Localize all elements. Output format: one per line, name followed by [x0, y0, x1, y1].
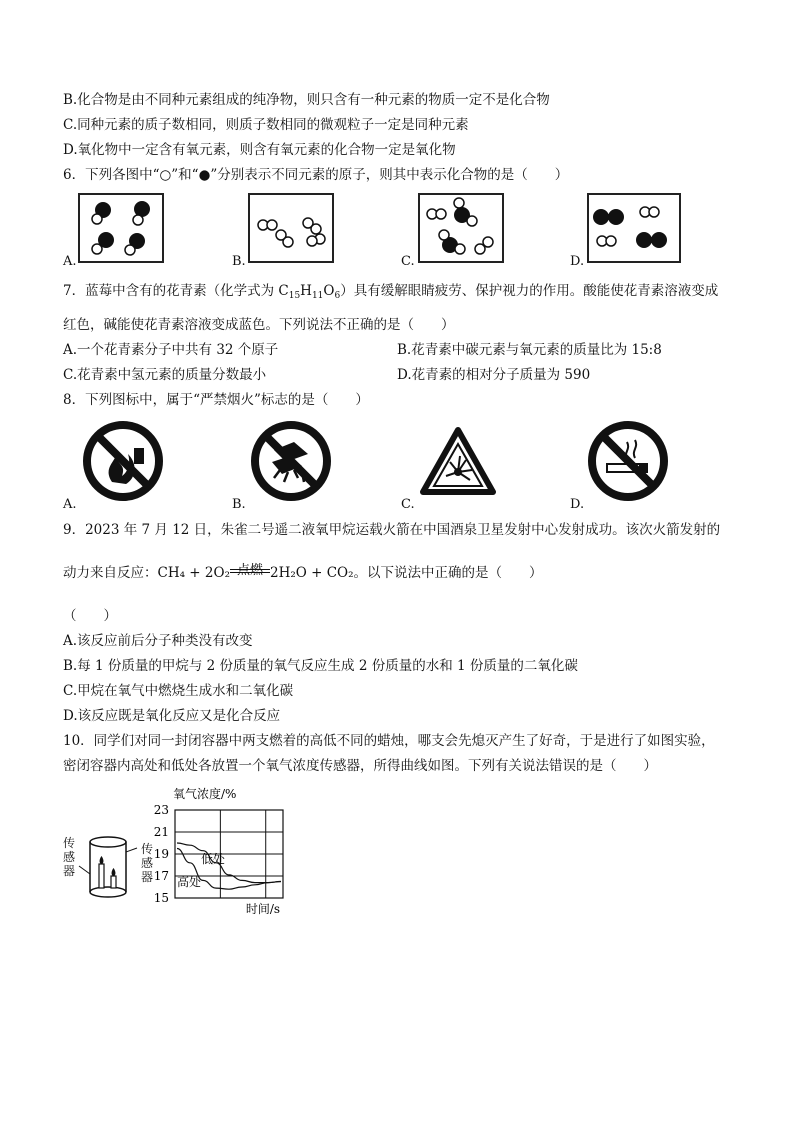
q9-option-a: A.该反应前后分子种类没有改变: [63, 633, 253, 649]
chart-ytick-label: 23: [153, 803, 169, 817]
question-8: 8．下列图标中，属于“严禁烟火”标志的是（ ）: [63, 392, 369, 408]
chart-series-label: 低处: [201, 851, 226, 866]
q6-option-d-box: [587, 193, 681, 263]
sensor-label-right: 传感器: [141, 842, 154, 884]
q8-label-b: B.: [232, 497, 246, 512]
explosive-warning-sign-c: [420, 426, 496, 496]
q7-option-a: A.一个花青素分子中共有 32 个原子: [63, 342, 279, 358]
question-7-line2: 红色，碱能使花青素溶液变成蓝色。下列说法不正确的是（ ）: [63, 317, 455, 333]
question-10-line1: 10．同学们对同一封闭容器中两支燃着的高低不同的蜡烛，哪支会先熄灭产生了好奇，于是进行了如图实验，: [63, 733, 715, 749]
chart-y-ticks: [154, 803, 169, 905]
molecule-diagram-a: [80, 195, 162, 261]
q8-label-a: A.: [63, 497, 77, 512]
chart-ytick-label: 15: [153, 891, 169, 905]
q9-equation-left: CH₄ + 2O₂: [157, 565, 230, 581]
statement-c: C.同种元素的质子数相同，则质子数相同的微观粒子一定是同种元素: [63, 117, 469, 133]
question-9-line1: 9．2023 年 7 月 12 日，朱雀二号遥二液氧甲烷运载火箭在中国酒泉卫星发射中心发射成功。该次火箭发射的: [63, 522, 721, 538]
q8-label-d: D.: [570, 497, 585, 512]
q6-label-b: B.: [232, 254, 246, 269]
chart-ytick-label: 19: [153, 847, 169, 861]
q7-option-b: B.花青素中碳元素与氧元素的质量比为 15:8: [397, 342, 662, 358]
oxygen-concentration-chart: [63, 778, 293, 918]
q7-text-pre: 7．蓝莓中含有的花青素（化学式为 C: [63, 283, 289, 299]
q7-option-d: D.花青素的相对分子质量为 590: [397, 367, 591, 383]
statement-d: D.氧化物中一定含有氧元素，则含有氧元素的化合物一定是氧化物: [63, 142, 456, 158]
question-6: 6．下列各图中“○”和“●”分别表示不同元素的原子，则其中表示化合物的是（ ）: [63, 167, 569, 183]
no-smoking-sign-d: [587, 420, 669, 502]
q7-sub-c: 15: [288, 291, 301, 301]
chart-ylabel: 氧气浓度/%: [173, 787, 237, 801]
q7-sub-o: 6: [334, 291, 341, 301]
chart-ytick-label: 21: [153, 825, 169, 839]
q7-text-post: ）具有缓解眼睛疲劳、保护视力的作用。酸能使花青素溶液变成: [340, 283, 719, 299]
molecule-diagram-c: [420, 195, 502, 261]
chart-xlabel: 时间/s: [245, 902, 281, 916]
q9-equation-condition: 点燃: [236, 563, 263, 578]
molecule-diagram-d: [589, 195, 679, 261]
q9-equation-right: 2H₂O + CO₂: [269, 565, 354, 581]
q7-h: H: [300, 283, 312, 299]
q9-text-pre: 动力来自反应：: [63, 565, 158, 581]
q9-text-post: 。以下说法中正确的是（ ）: [353, 565, 543, 581]
q6-option-b-box: [248, 193, 334, 263]
q7-o: O: [323, 283, 335, 299]
q6-label-c: C.: [401, 254, 415, 269]
q6-option-c-box: [418, 193, 504, 263]
q9-option-c: C.甲烷在氧气中燃烧生成水和二氧化碳: [63, 683, 294, 699]
q6-label-d: D.: [570, 254, 585, 269]
sensor-label-left: 传感器: [63, 836, 76, 878]
no-fire-sign-a: [82, 420, 164, 502]
molecule-diagram-b: [250, 195, 332, 261]
q7-sub-h: 11: [311, 291, 324, 301]
question-10-line2: 密闭容器内高处和低处各放置一个氧气浓度传感器，所得曲线如图。下列有关说法错误的是（ ）: [63, 758, 657, 774]
q9-option-b: B.每 1 份质量的甲烷与 2 份质量的氧气反应生成 2 份质量的水和 1 份质量的二氧化碳: [63, 658, 578, 674]
q9-blank: （ ）: [63, 608, 117, 624]
q6-label-a: A.: [63, 254, 77, 269]
q9-option-d: D.该反应既是氧化反应又是化合反应: [63, 708, 281, 724]
chart-series-label: 高处: [177, 874, 202, 889]
q6-option-a-box: [78, 193, 164, 263]
question-9-line2: [63, 564, 543, 582]
statement-b: B.化合物是由不同种元素组成的纯净物，则只含有一种元素的物质一定不是化合物: [63, 92, 550, 108]
question-7-line1: [63, 282, 718, 305]
q7-option-c: C.花青素中氢元素的质量分数最小: [63, 367, 267, 383]
no-stacking-sign-b: [250, 420, 332, 502]
q8-label-c: C.: [401, 497, 415, 512]
chart-ytick-label: 17: [153, 869, 169, 883]
